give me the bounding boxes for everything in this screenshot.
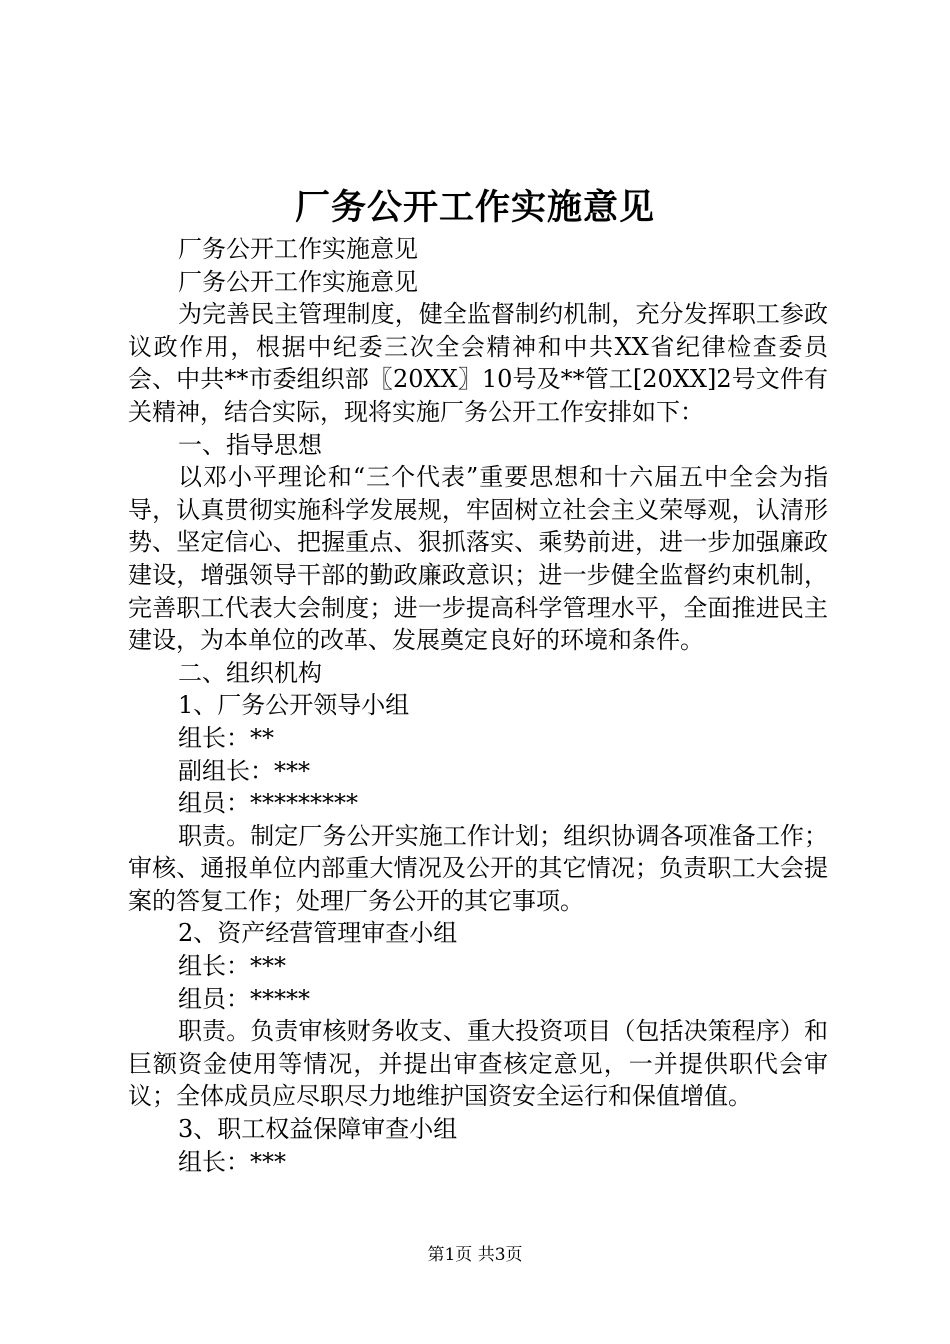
section-heading: 一、指导思想 bbox=[178, 430, 322, 459]
paragraph-subtitle: 厂务公开工作实施意见 bbox=[178, 235, 418, 263]
document-body bbox=[128, 233, 828, 1178]
duties-paragraph: 职责。负责审核财务收支、重大投资项目（包括决策程序）和巨额资金使用等情况，并提出审查核定意见，一并提供职代会审议；全体成员应尽职尽力地维护国资安全运行和保值增值。 bbox=[128, 1017, 828, 1111]
duties-paragraph: 职责。制定厂务公开实施工作计划；组织协调各项准备工作；审核、通报单位内部重大情况及公开的其它情况；负责职工大会提案的答复工作；处理厂务公开的其它事项。 bbox=[128, 821, 828, 915]
paragraph-intro: 为完善民主管理制度，健全监督制约机制，充分发挥职工参政议政作用，根据中纪委三次全会精神和中共XX省纪律检查委员会、中共**市委组织部〖20XX〗10号及**管工[20XX]2号文件有关精神，结合实际，现将实施厂务公开工作安排如下： bbox=[128, 300, 828, 426]
paragraph-guiding-thought: 以邓小平理论和“三个代表”重要思想和十六届五中全会为指导，认真贯彻实施科学发展规，牢固树立社会主义荣辱观，认清形势、坚定信心、把握重点、狠抓落实、乘势前进，进一步加强廉政建设，增强领导干部的勤政廉政意识；进一步健全监督约束机制，完善职工代表大会制度；进一步提高科学管理水平，全面推进民主建设，为本单位的改革、发展奠定良好的环境和条件。 bbox=[128, 463, 828, 655]
member-line: 组长：** bbox=[178, 723, 274, 752]
member-line: 组长：*** bbox=[178, 1147, 286, 1176]
subsection-heading: 2、资产经营管理审查小组 bbox=[178, 919, 458, 948]
subsection-heading: 1、厂务公开领导小组 bbox=[178, 691, 410, 720]
document-title: 厂务公开工作实施意见 bbox=[294, 187, 655, 228]
member-line: 副组长：*** bbox=[178, 756, 310, 785]
section-heading: 二、组织机构 bbox=[178, 658, 322, 687]
subsection-heading: 3、职工权益保障审查小组 bbox=[178, 1115, 458, 1144]
page-footer: 第1页 共3页 bbox=[427, 1245, 523, 1265]
paragraph-subtitle: 厂务公开工作实施意见 bbox=[178, 267, 418, 296]
member-line: 组员：********* bbox=[178, 789, 358, 818]
member-line: 组员：***** bbox=[178, 984, 310, 1013]
member-line: 组长：*** bbox=[178, 952, 286, 981]
